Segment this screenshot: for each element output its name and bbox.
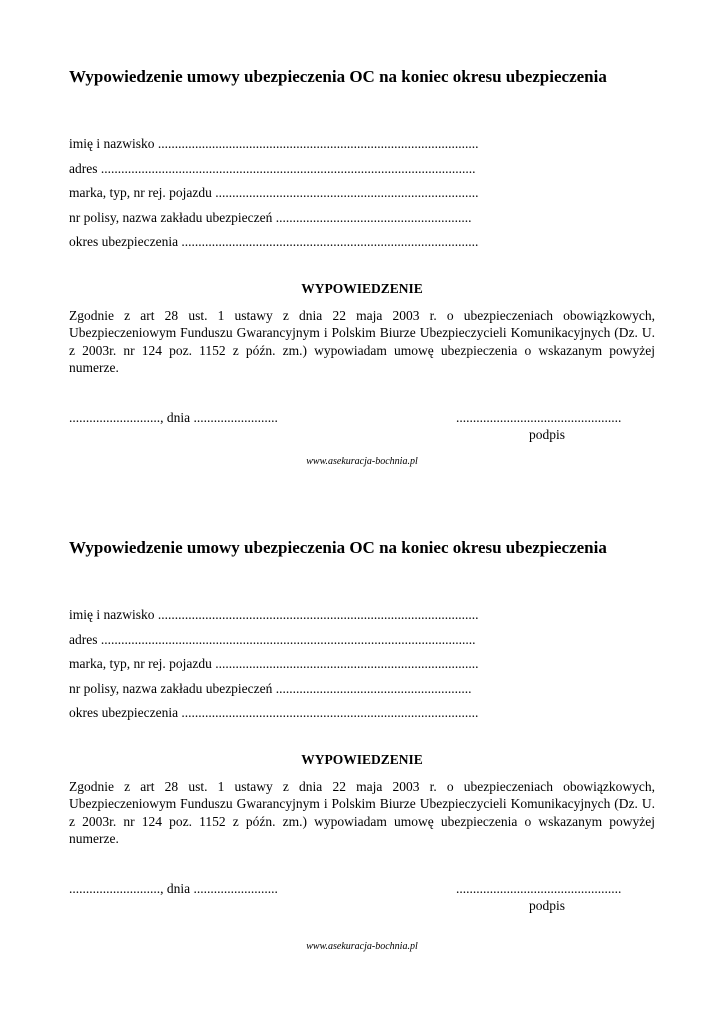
section-heading: WYPOWIEDZENIE <box>301 751 423 767</box>
field-vehicle[interactable]: marka, typ, nr rej. pojazdu .............................................................................. <box>69 185 479 200</box>
field-full-name[interactable]: imię i nazwisko ............................................................................................... <box>69 136 479 151</box>
personal-data-fields <box>69 132 655 255</box>
statement-paragraph: Zgodnie z art 28 ust. 1 ustawy z dnia 22 maja 2003 r. o ubezpieczeniach obowiązkowych, Ubezpieczeniowym Funduszu Gwarancyjnym i Polskim Biurze Ubezpieczycieli Komunikacyjnych (Dz. U. z 2003r. nr 124 poz. 1152 z późn. zm.) wypowiadam umowę ubezpieczenia o wskazanym powyżej numerze. <box>69 778 655 846</box>
field-policy-insurer[interactable]: nr polisy, nazwa zakładu ubezpieczeń .......................................................... <box>69 209 472 225</box>
personal-data-fields <box>69 603 655 726</box>
signature-label: podpis <box>529 897 566 913</box>
statement-paragraph: Zgodnie z art 28 ust. 1 ustawy z dnia 22 maja 2003 r. o ubezpieczeniach obowiązkowych, Ubezpieczeniowym Funduszu Gwarancyjnym i Polskim Biurze Ubezpieczycieli Komunikacyjnych (Dz. U. z 2003r. nr 124 poz. 1152 z późn. zm.) wypowiadam umowę ubezpieczenia o wskazanym powyżej numerze. <box>69 307 655 375</box>
field-insurance-period[interactable]: okres ubezpieczenia ........................................................................................ <box>69 705 479 720</box>
place-date-field[interactable]: ..........................., dnia ......................... <box>69 880 278 896</box>
signature-line[interactable]: ................................................. <box>456 409 622 425</box>
footer-url: www.asekuracja-bochnia.pl <box>306 941 418 952</box>
termination-form-1 <box>69 66 655 449</box>
termination-form-2 <box>69 537 655 920</box>
footer-url: www.asekuracja-bochnia.pl <box>306 456 418 467</box>
field-address[interactable]: adres ............................................................................................................... <box>69 160 476 176</box>
section-heading: WYPOWIEDZENIE <box>301 280 423 296</box>
signature-label: podpis <box>529 426 566 442</box>
field-address[interactable]: adres ............................................................................................................... <box>69 631 476 647</box>
document-title: Wypowiedzenie umowy ubezpieczenia OC na koniec okresu ubezpieczenia <box>69 67 607 86</box>
place-date-field[interactable]: ..........................., dnia ......................... <box>69 409 278 425</box>
field-insurance-period[interactable]: okres ubezpieczenia ........................................................................................ <box>69 234 479 249</box>
field-vehicle[interactable]: marka, typ, nr rej. pojazdu .............................................................................. <box>69 656 479 671</box>
signature-line[interactable]: ................................................. <box>456 880 622 896</box>
signature-row <box>69 880 655 920</box>
field-policy-insurer[interactable]: nr polisy, nazwa zakładu ubezpieczeń .......................................................... <box>69 680 472 696</box>
field-full-name[interactable]: imię i nazwisko ............................................................................................... <box>69 607 479 622</box>
document-title: Wypowiedzenie umowy ubezpieczenia OC na koniec okresu ubezpieczenia <box>69 538 607 557</box>
signature-row <box>69 409 655 449</box>
